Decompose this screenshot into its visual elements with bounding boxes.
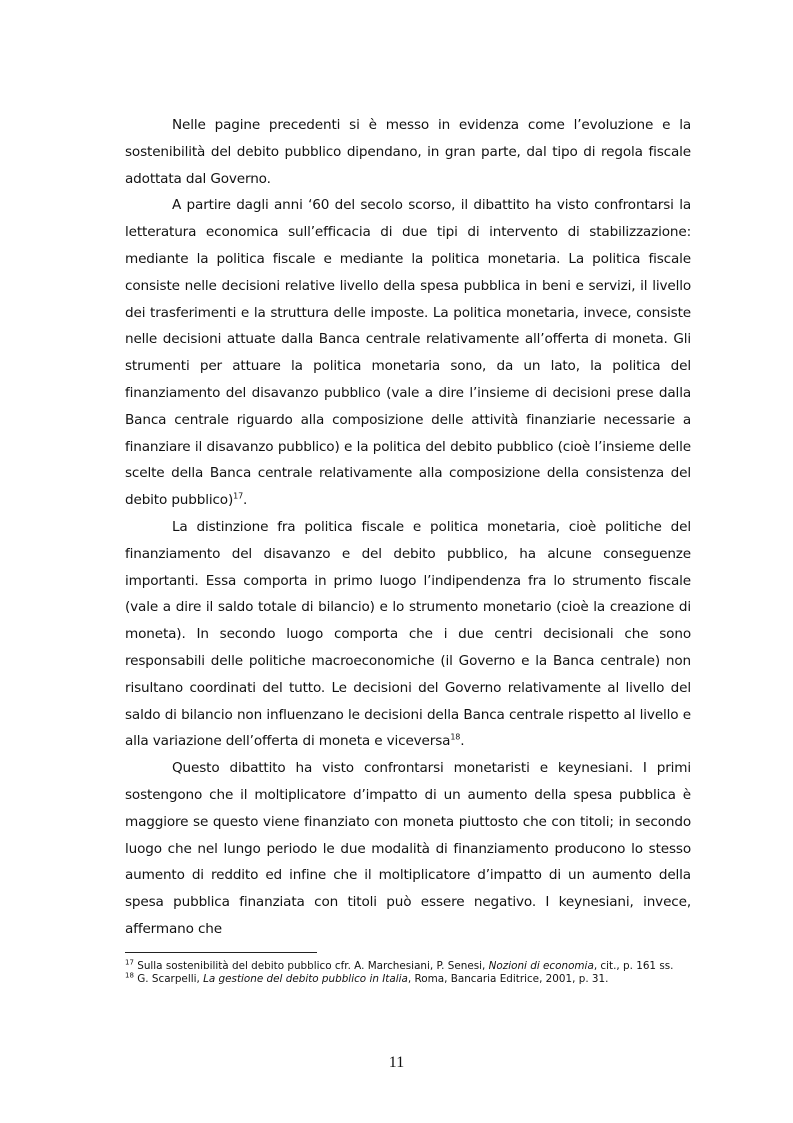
paragraph-end: . <box>460 733 465 750</box>
paragraph <box>125 514 691 755</box>
footnote-text: G. Scarpelli, <box>133 973 204 986</box>
paragraph <box>125 112 691 192</box>
footnote-number: 18 <box>125 971 134 980</box>
footnote-ref[interactable]: 18 <box>450 732 461 742</box>
footnote-17 <box>125 960 691 973</box>
footnote-text-end: , Roma, Bancaria Editrice, 2001, p. 31. <box>407 973 609 986</box>
paragraph-text: Questo dibattito ha visto confrontarsi monetaristi e keynesiani. I primi sostengono che il moltiplicatore d’impatto di un aumento della spesa pubblica è maggiore se questo viene finanziato con moneta piuttosto che con titoli; in secondo luogo che nel lungo periodo le due modalità di finanziamento producono lo stesso aumento di reddito ed infine che il moltiplicatore d’impatto di un aumento della spesa pubblica finanziata con titoli può essere negativo. I keynesiani, invece, affermano che <box>125 760 691 937</box>
paragraph-text: Nelle pagine precedenti si è messo in evidenza come l’evoluzione e la sostenibilità del debito pubblico dipendano, in gran parte, dal tipo di regola fiscale adottata dal Governo. <box>125 117 691 187</box>
paragraph-text: La distinzione fra politica fiscale e politica monetaria, cioè politiche del finanziamento del disavanzo e del debito pubblico, ha alcune conseguenze importanti. Essa comporta in primo luogo l’indipendenza fra lo strumento fiscale (vale a dire il saldo totale di bilancio) e lo strumento monetario (cioè la creazione di moneta). In secondo luogo comporta che i due centri decisionali che sono responsabili delle politiche macroeconomiche (il Governo e la Banca centrale) non risultano coordinati del tutto. Le decisioni del Governo relativamente al livello del saldo di bilancio non influenzano le decisioni della Banca centrale rispetto al livello e alla variazione dell’offerta di moneta e viceversa <box>125 518 691 750</box>
footnote-title: La gestione del debito pubblico in Italia <box>203 973 408 986</box>
footnote-title: Nozioni di economia <box>488 960 594 972</box>
footnote-text: Sulla sostenibilità del debito pubblico cfr. A. Marchesiani, P. Senesi, <box>133 960 489 972</box>
page-number: 11 <box>388 1054 405 1071</box>
paragraph <box>125 755 691 943</box>
paragraph-text: A partire dagli anni ‘60 del secolo scorso, il dibattito ha visto confrontarsi la letteratura economica sull’efficacia di due tipi di intervento di stabilizzazione: mediante la politica fiscale e mediante la politica monetaria. La politica fiscale consiste nelle decisioni relative livello della spesa pubblica in beni e servizi, il livello dei trasferimenti e la struttura delle imposte. La politica monetaria, invece, consiste nelle decisioni attuate dalla Banca centrale relativamente all’offerta di moneta. Gli strumenti per attuare la politica monetaria sono, da un lato, la politica del finanziamento del disavanzo pubblico (vale a dire l’insieme di decisioni prese dalla Banca centrale riguardo alla composizione delle attività finanziarie necessarie a finanziare il disavanzo pubblico) e la politica del debito pubblico (cioè l’insieme delle scelte della Banca centrale relativamente alla composizione della consistenza del debito pubblico) <box>125 197 691 509</box>
footnote-number: 17 <box>125 958 134 967</box>
main-text <box>125 112 691 943</box>
footnote-text-end: , cit., p. 161 ss. <box>593 960 674 972</box>
footnote-divider <box>125 952 317 953</box>
footnotes <box>125 960 691 987</box>
footnote-ref[interactable]: 17 <box>233 491 244 501</box>
footnote-18 <box>125 973 691 986</box>
paragraph-end: . <box>243 492 248 509</box>
paragraph <box>125 192 691 514</box>
